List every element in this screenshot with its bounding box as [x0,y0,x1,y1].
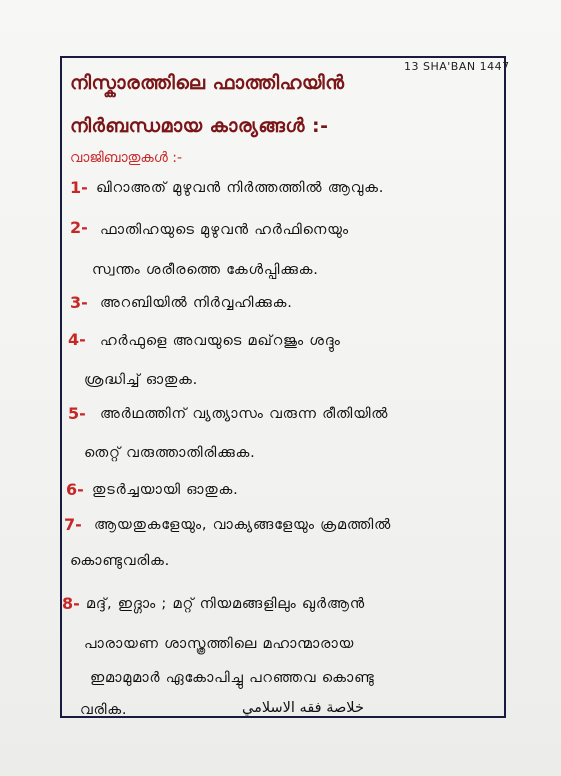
page-title-line-1: നിസ്കാരത്തിലെ ഫാത്തിഹയിൻ [70,72,345,94]
item-text: ഇമാമുമാർ ഏകോപിച്ചു പറഞ്ഞവ കൊണ്ടു [90,670,375,686]
item-text: ഫാതിഹയുടെ മുഴുവൻ ഹർഫിനെയും [100,222,349,238]
page-title-line-2: നിർബന്ധമായ കാര്യങ്ങൾ :- [70,115,329,137]
item-text: തെറ്റ് വരുത്താതിരിക്കുക. [84,445,256,461]
arabic-source-note: خلاصة فقه الاسلامي [242,700,364,716]
item-number: 7- [64,515,82,534]
item-text: മദ്ദ്, ഇദ്ഗാം ; മറ്റ് നിയമങ്ങളിലും ഖുർആൻ [86,596,365,612]
item-text: ഹർഫുളെ അവയുടെ മഖ്‌റജും ശദ്ദും [100,333,341,349]
item-number: 6- [66,480,84,499]
item-number: 2- [70,218,88,237]
section-subheading: വാജിബാതുകൾ :- [70,150,183,166]
item-text: വരിക. [80,702,128,718]
item-number: 8- [62,594,80,613]
item-text: ഖിറാഅത് മുഴുവൻ നിർത്തത്തിൽ ആവുക. [96,180,385,196]
item-text: തുടർച്ചയായി ഓതുക. [92,482,239,498]
item-number: 4- [68,330,86,349]
item-number: 1- [70,178,88,197]
item-text: ശ്രദ്ധിച്ച് ഓതുക. [84,372,198,388]
item-text: അറബിയിൽ നിർവ്വഹിക്കുക. [100,295,293,311]
item-number: 5- [68,404,86,423]
item-number: 3- [70,293,88,312]
item-text: അർഥത്തിന് വ്യത്യാസം വരുന്ന രീതിയിൽ [100,406,389,422]
item-text: സ്വന്തം ശരീരത്തെ കേൾപ്പിക്കുക. [92,262,319,278]
item-text: കൊണ്ടുവരിക. [70,553,171,569]
item-text: പാരായണ ശാസ്ത്രത്തിലെ മഹാന്മാരായ [84,636,355,652]
item-text: ആയതുകളേയും, വാക്യങ്ങളേയും ക്രമത്തിൽ [94,517,392,533]
page-date: 13 SHA'BAN 1447 [404,60,510,73]
